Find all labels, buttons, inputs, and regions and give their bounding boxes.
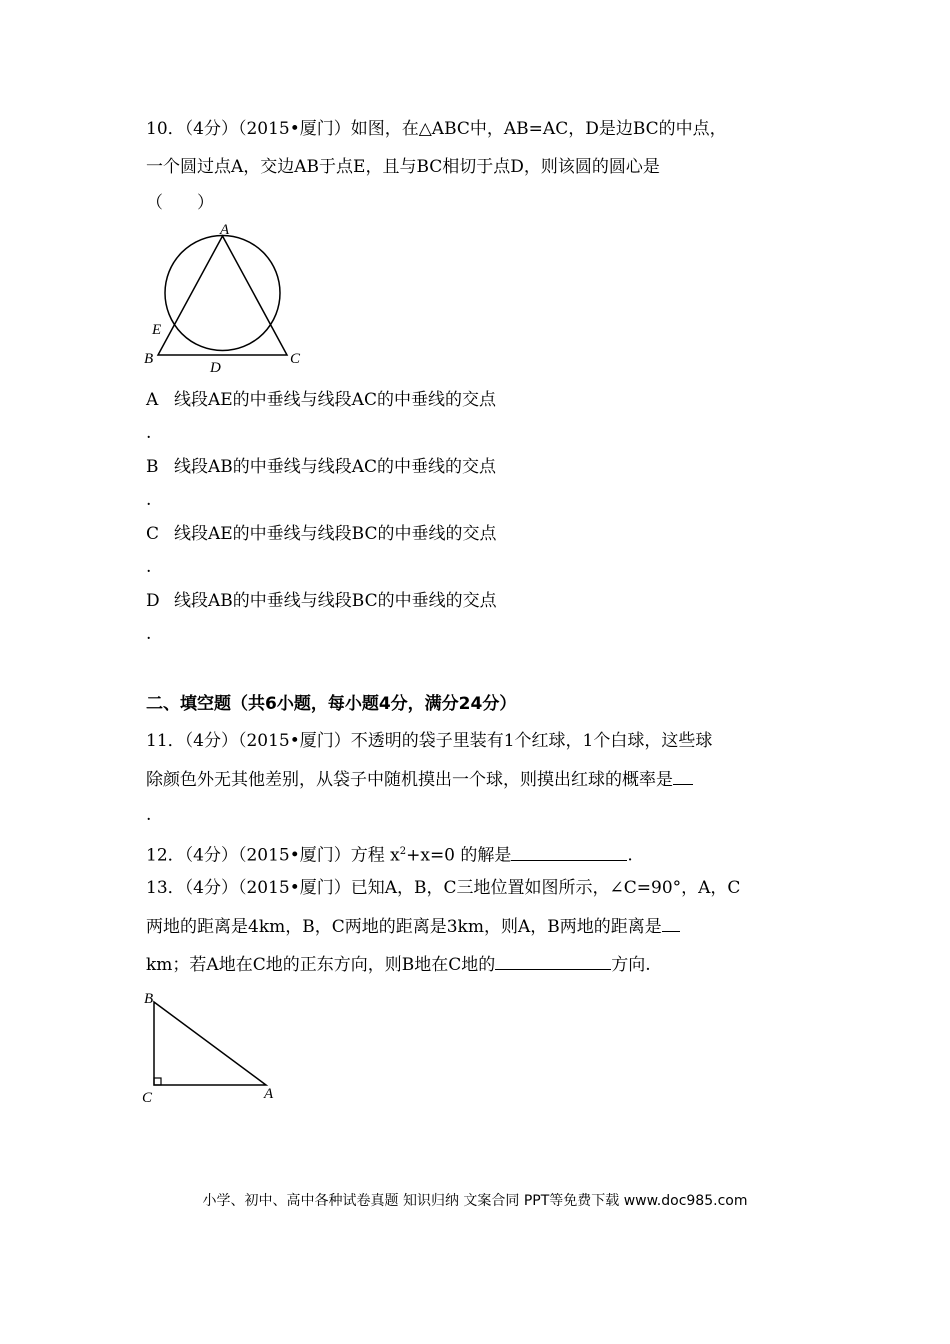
q10-option-c-dot: . (146, 557, 152, 577)
q10-line1: 10．（4分）（2015•厦门）如图，在△ABC中，AB=AC，D是边BC的中点， (146, 119, 727, 139)
option-text: 线段AE的中垂线与线段BC的中垂线的交点 (174, 524, 497, 544)
q10-option-d (146, 590, 497, 612)
q10-label-A: A (220, 222, 230, 238)
q10-option-a-dot: . (146, 423, 152, 443)
option-text: 线段AB的中垂线与线段AC的中垂线的交点 (174, 457, 497, 477)
q10-option-b-dot: . (146, 490, 152, 510)
q13-line1: 13．（4分）（2015•厦门）已知A，B，C三地位置如图所示，∠C=90°，A，C (146, 878, 741, 898)
section2-heading: 二、填空题（共6小题，每小题4分，满分24分） (146, 694, 517, 714)
q13-direction-blank[interactable] (495, 953, 611, 970)
q13-label-B: B (144, 991, 154, 1007)
option-text: 线段AB的中垂线与线段BC的中垂线的交点 (174, 591, 497, 611)
page-footer: 小学、初中、高中各种试卷真题 知识归纳 文案合同 PPT等免费下载 www.doc985.com (202, 1193, 748, 1209)
q12-prefix: 12．（4分）（2015•厦门）方程 x (146, 845, 400, 866)
q12-answer-blank[interactable] (511, 844, 627, 861)
q13-figure (138, 988, 288, 1108)
q11-dot: . (146, 805, 152, 825)
q10-line2: 一个圆过点A，交边AB于点E，且与BC相切于点D，则该圆的圆心是 (146, 157, 660, 177)
q13-distance-blank[interactable] (662, 915, 680, 932)
q10-option-d-dot: . (146, 624, 152, 644)
q10-figure (138, 222, 308, 377)
q10-option-c (146, 523, 497, 545)
q11-line2-text: 除颜色外无其他差别，从袋子中随机摸出一个球，则摸出红球的概率是 (146, 770, 673, 790)
option-letter: B (146, 457, 159, 477)
q11-line1: 11．（4分）（2015•厦门）不透明的袋子里装有1个红球，1个白球，这些球 (146, 731, 713, 751)
option-letter: D (146, 591, 160, 611)
q12-sup: 2 (399, 846, 407, 857)
q13-label-C: C (142, 1090, 153, 1106)
q13-label-A: A (264, 1086, 274, 1102)
q13-right-angle-mark (154, 1078, 161, 1085)
q10-label-D: D (210, 360, 221, 376)
q13-line3 (146, 953, 651, 976)
q10-circle (165, 236, 280, 351)
q13-line2-text: 两地的距离是4km，B，C两地的距离是3km，则A，B两地的距离是 (146, 917, 662, 937)
q12-line (146, 841, 633, 867)
q12-end: . (627, 845, 633, 866)
option-letter: A (146, 390, 159, 410)
q10-label-B: B (144, 351, 154, 367)
q10-triangle (158, 236, 287, 355)
q13-line3-b: 方向. (611, 955, 651, 975)
option-letter: C (146, 524, 160, 544)
q13-line3-a: km；若A地在C地的正东方向，则B地在C地的 (146, 955, 496, 975)
q12-suffix: +x=0 的解是 (406, 845, 512, 866)
q10-option-b (146, 456, 496, 478)
q13-line2 (146, 915, 680, 938)
q11-answer-blank[interactable] (673, 768, 693, 785)
option-text: 线段AE的中垂线与线段AC的中垂线的交点 (174, 390, 496, 410)
q10-paren: （ ） (146, 193, 214, 213)
q10-label-E: E (152, 322, 162, 338)
q10-option-a (146, 389, 496, 411)
q13-triangle (154, 1002, 266, 1085)
q10-label-C: C (290, 351, 301, 367)
q11-line2 (146, 768, 693, 791)
